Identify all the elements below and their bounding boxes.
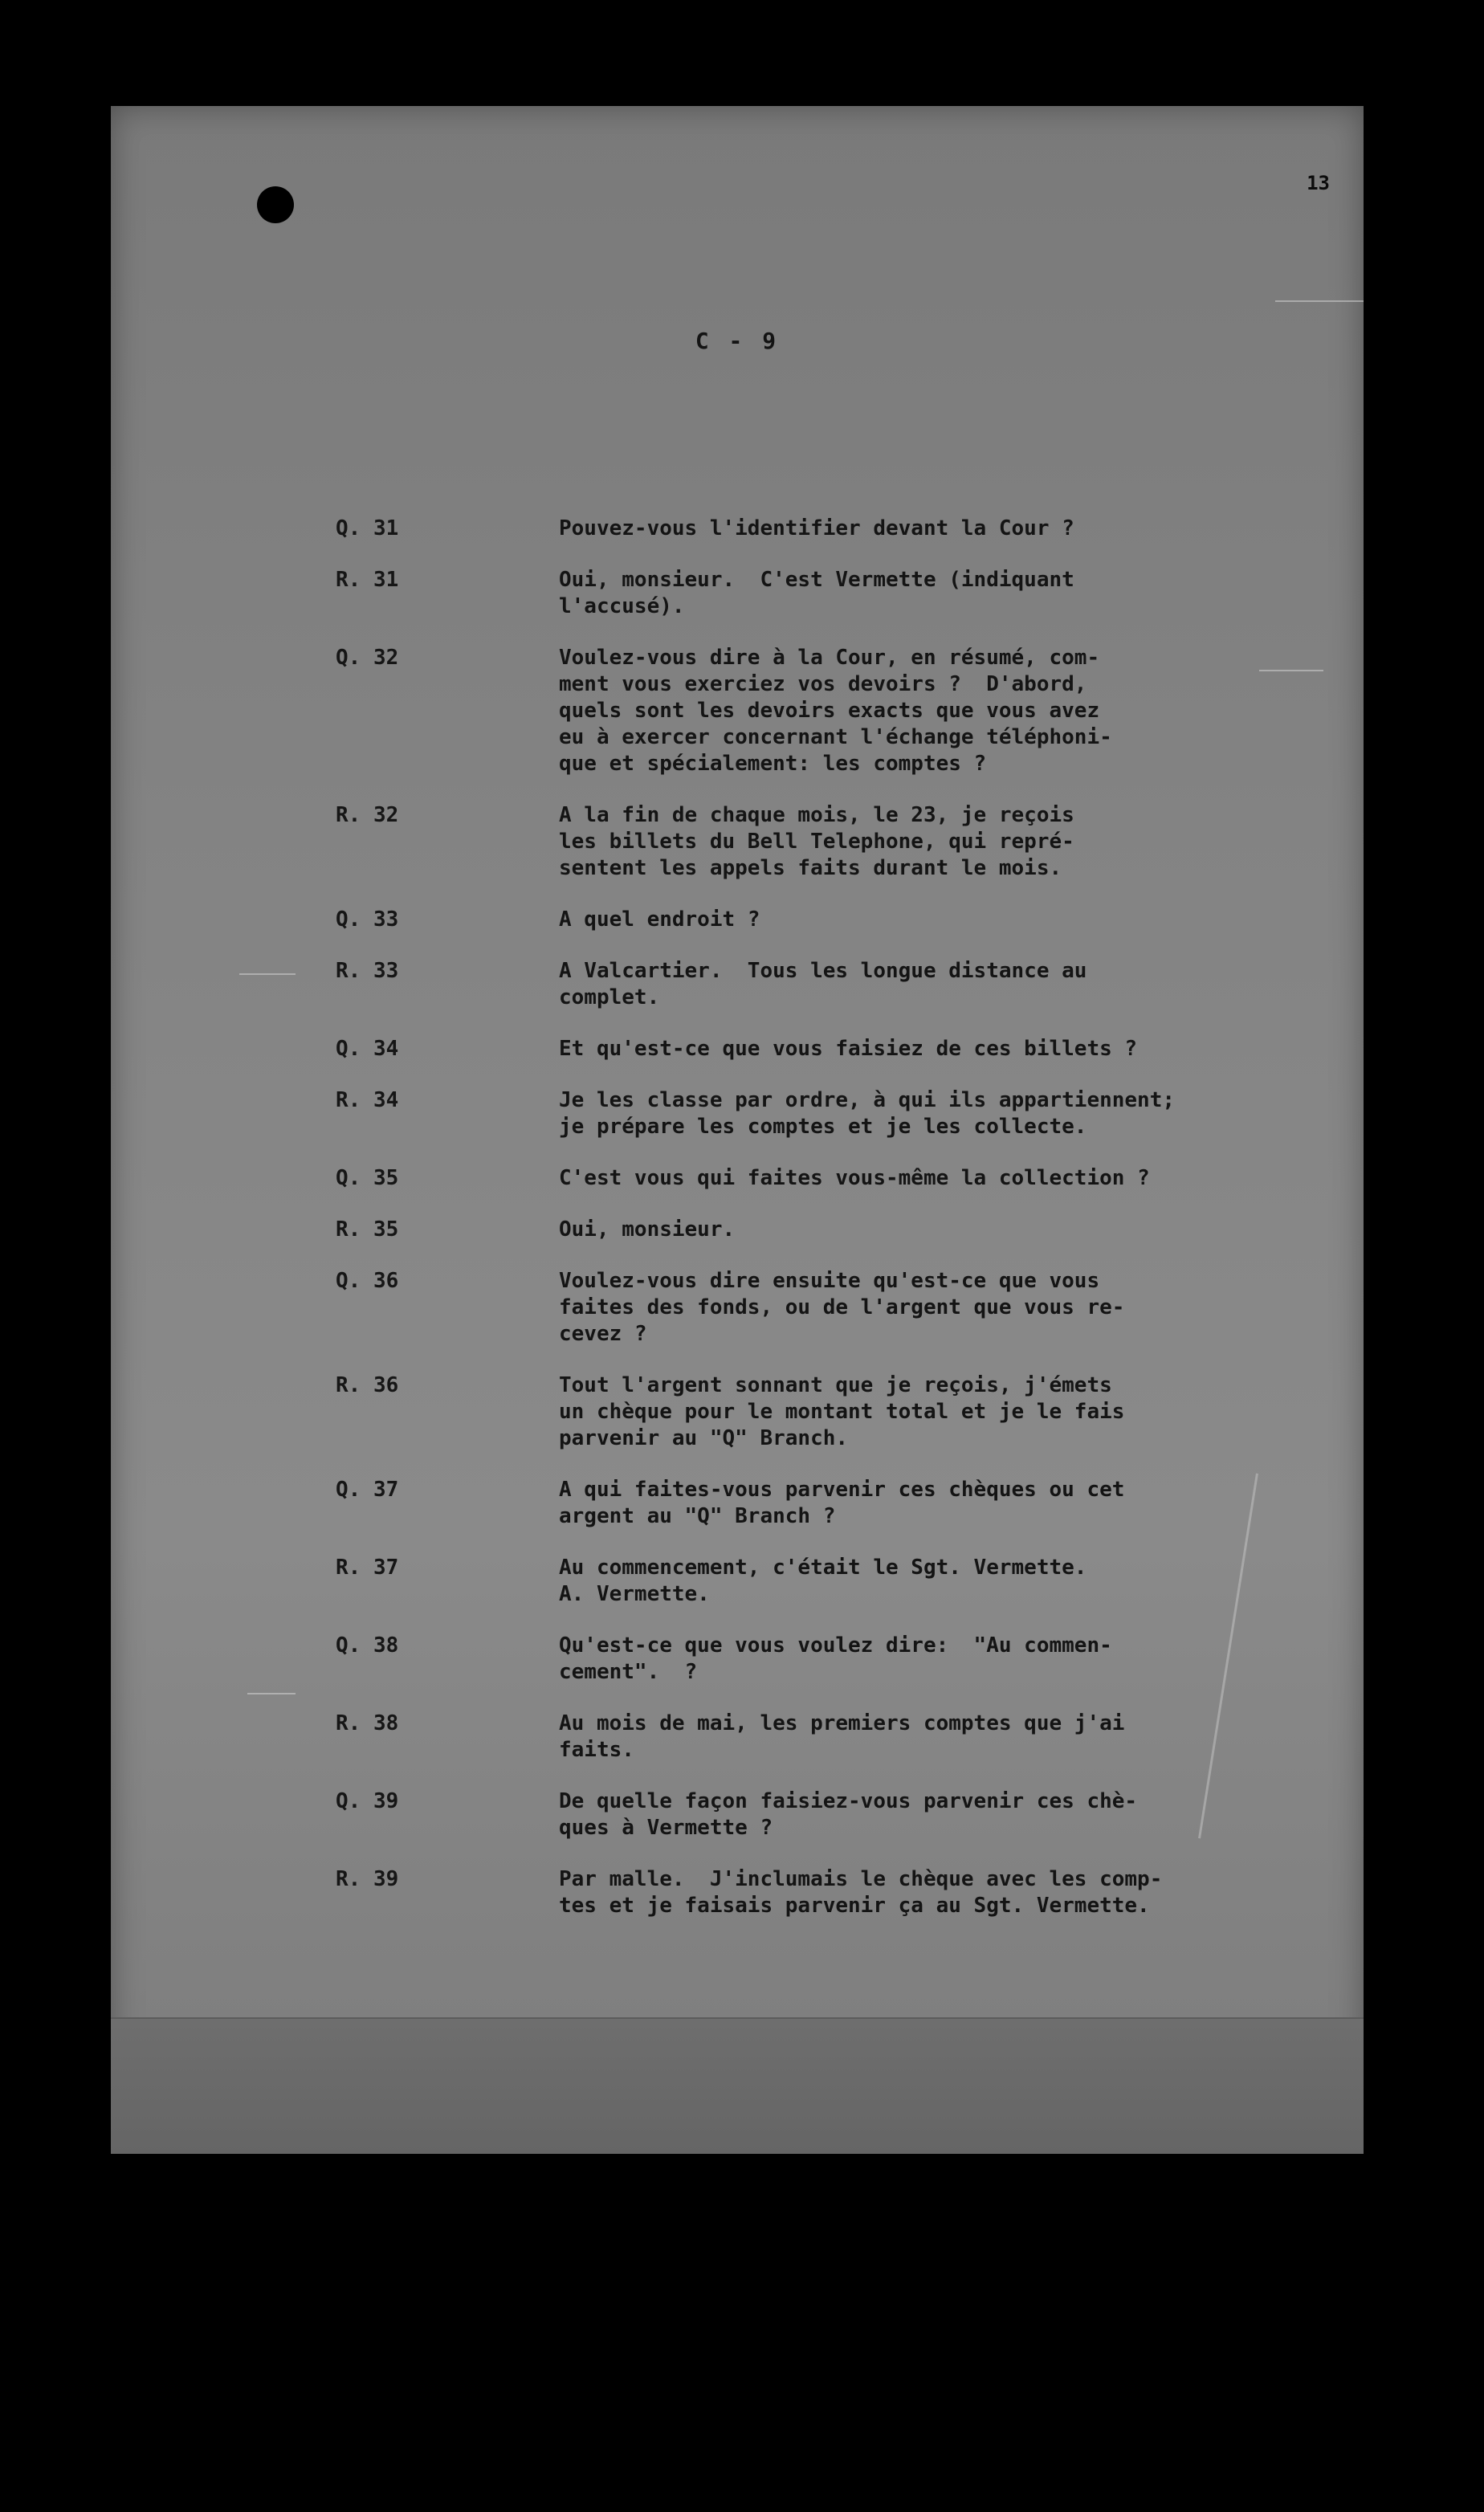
entry-text: A qui faites-vous parvenir ces chèques ou cet argent au "Q" Branch ? <box>559 1478 1125 1528</box>
qa-entry-q33 <box>336 907 1315 933</box>
entry-label: R. 36 <box>336 1373 399 1397</box>
entry-text: Voulez-vous dire ensuite qu'est-ce que vous faites des fonds, ou de l'argent que vous re- cevez ? <box>559 1269 1125 1346</box>
qa-entry-r39 <box>336 1866 1315 1919</box>
entry-label: Q. 36 <box>336 1269 399 1293</box>
entry-label: R. 38 <box>336 1711 399 1735</box>
entry-label: R. 33 <box>336 959 399 983</box>
qa-entry-q32 <box>336 645 1315 777</box>
scratch-mark <box>1275 300 1364 302</box>
entry-label: R. 31 <box>336 568 399 592</box>
entry-label: R. 35 <box>336 1217 399 1242</box>
qa-entry-r37 <box>336 1555 1315 1608</box>
qa-entry-q39 <box>336 1788 1315 1841</box>
entry-text: De quelle façon faisiez-vous parvenir ces chè- ques à Vermette ? <box>559 1789 1138 1840</box>
entry-text: Tout l'argent sonnant que je reçois, j'émets un chèque pour le montant total et je le fais parvenir au "Q" Branch. <box>559 1373 1125 1450</box>
qa-entry-q34 <box>336 1036 1315 1062</box>
entry-label: Q. 32 <box>336 646 399 670</box>
entry-text: Oui, monsieur. C'est Vermette (indiquant l'accusé). <box>559 568 1074 618</box>
qa-entry-r33 <box>336 958 1315 1011</box>
entry-label: Q. 38 <box>336 1633 399 1658</box>
entry-text: Voulez-vous dire à la Cour, en résumé, com- ment vous exerciez vos devoirs ? D'abord, quels sont les devoirs exacts que vous avez eu à exercer concernant l'échange téléphoni- que et spécialement: les comptes ? <box>559 646 1112 776</box>
punch-hole-icon <box>257 186 294 223</box>
qa-entry-r36 <box>336 1372 1315 1452</box>
qa-entry-r35 <box>336 1217 1315 1243</box>
qa-entry-q37 <box>336 1477 1315 1530</box>
entry-label: R. 39 <box>336 1867 399 1891</box>
qa-entry-r38 <box>336 1711 1315 1764</box>
entry-text: Au mois de mai, les premiers comptes que j'ai faits. <box>559 1711 1125 1762</box>
entry-label: Q. 35 <box>336 1166 399 1190</box>
page-bottom-strip <box>111 2017 1364 2154</box>
section-heading: C - 9 <box>695 328 780 354</box>
entry-label: Q. 34 <box>336 1037 399 1061</box>
entry-text: Et qu'est-ce que vous faisiez de ces billets ? <box>559 1037 1138 1061</box>
entry-text: A Valcartier. Tous les longue distance au complet. <box>559 959 1087 1009</box>
entry-label: R. 34 <box>336 1088 399 1112</box>
entry-label: Q. 33 <box>336 907 399 932</box>
entry-text: Je les classe par ordre, à qui ils appartiennent; je prépare les comptes et je les collecte. <box>559 1088 1176 1139</box>
entry-label: R. 32 <box>336 803 399 827</box>
qa-entry-q35 <box>336 1165 1315 1192</box>
entry-label: R. 37 <box>336 1556 399 1580</box>
qa-entry-q38 <box>336 1633 1315 1686</box>
entry-text: A quel endroit ? <box>559 907 760 932</box>
entry-label: Q. 39 <box>336 1789 399 1813</box>
qa-entry-r32 <box>336 802 1315 882</box>
qa-transcript <box>336 516 1315 1919</box>
qa-entry-q31 <box>336 516 1315 542</box>
qa-entry-r34 <box>336 1087 1315 1140</box>
qa-entry-q36 <box>336 1268 1315 1348</box>
page-number: 13 <box>1307 172 1330 194</box>
entry-label: Q. 37 <box>336 1478 399 1502</box>
entry-text: Qu'est-ce que vous voulez dire: "Au commen- cement". ? <box>559 1633 1112 1684</box>
entry-text: Pouvez-vous l'identifier devant la Cour ? <box>559 516 1074 540</box>
scratch-mark <box>247 1693 296 1694</box>
entry-text: Au commencement, c'était le Sgt. Vermette. A. Vermette. <box>559 1556 1087 1606</box>
entry-text: Oui, monsieur. <box>559 1217 736 1242</box>
scratch-mark <box>239 973 296 975</box>
entry-text: A la fin de chaque mois, le 23, je reçois les billets du Bell Telephone, qui repré- sentent les appels faits durant le mois. <box>559 803 1074 880</box>
entry-text: C'est vous qui faites vous-même la collection ? <box>559 1166 1150 1190</box>
qa-entry-r31 <box>336 567 1315 620</box>
document-page <box>111 106 1364 2152</box>
entry-label: Q. 31 <box>336 516 399 540</box>
entry-text: Par malle. J'inclumais le chèque avec les comp- tes et je faisais parvenir ça au Sgt. Vermette. <box>559 1867 1163 1918</box>
